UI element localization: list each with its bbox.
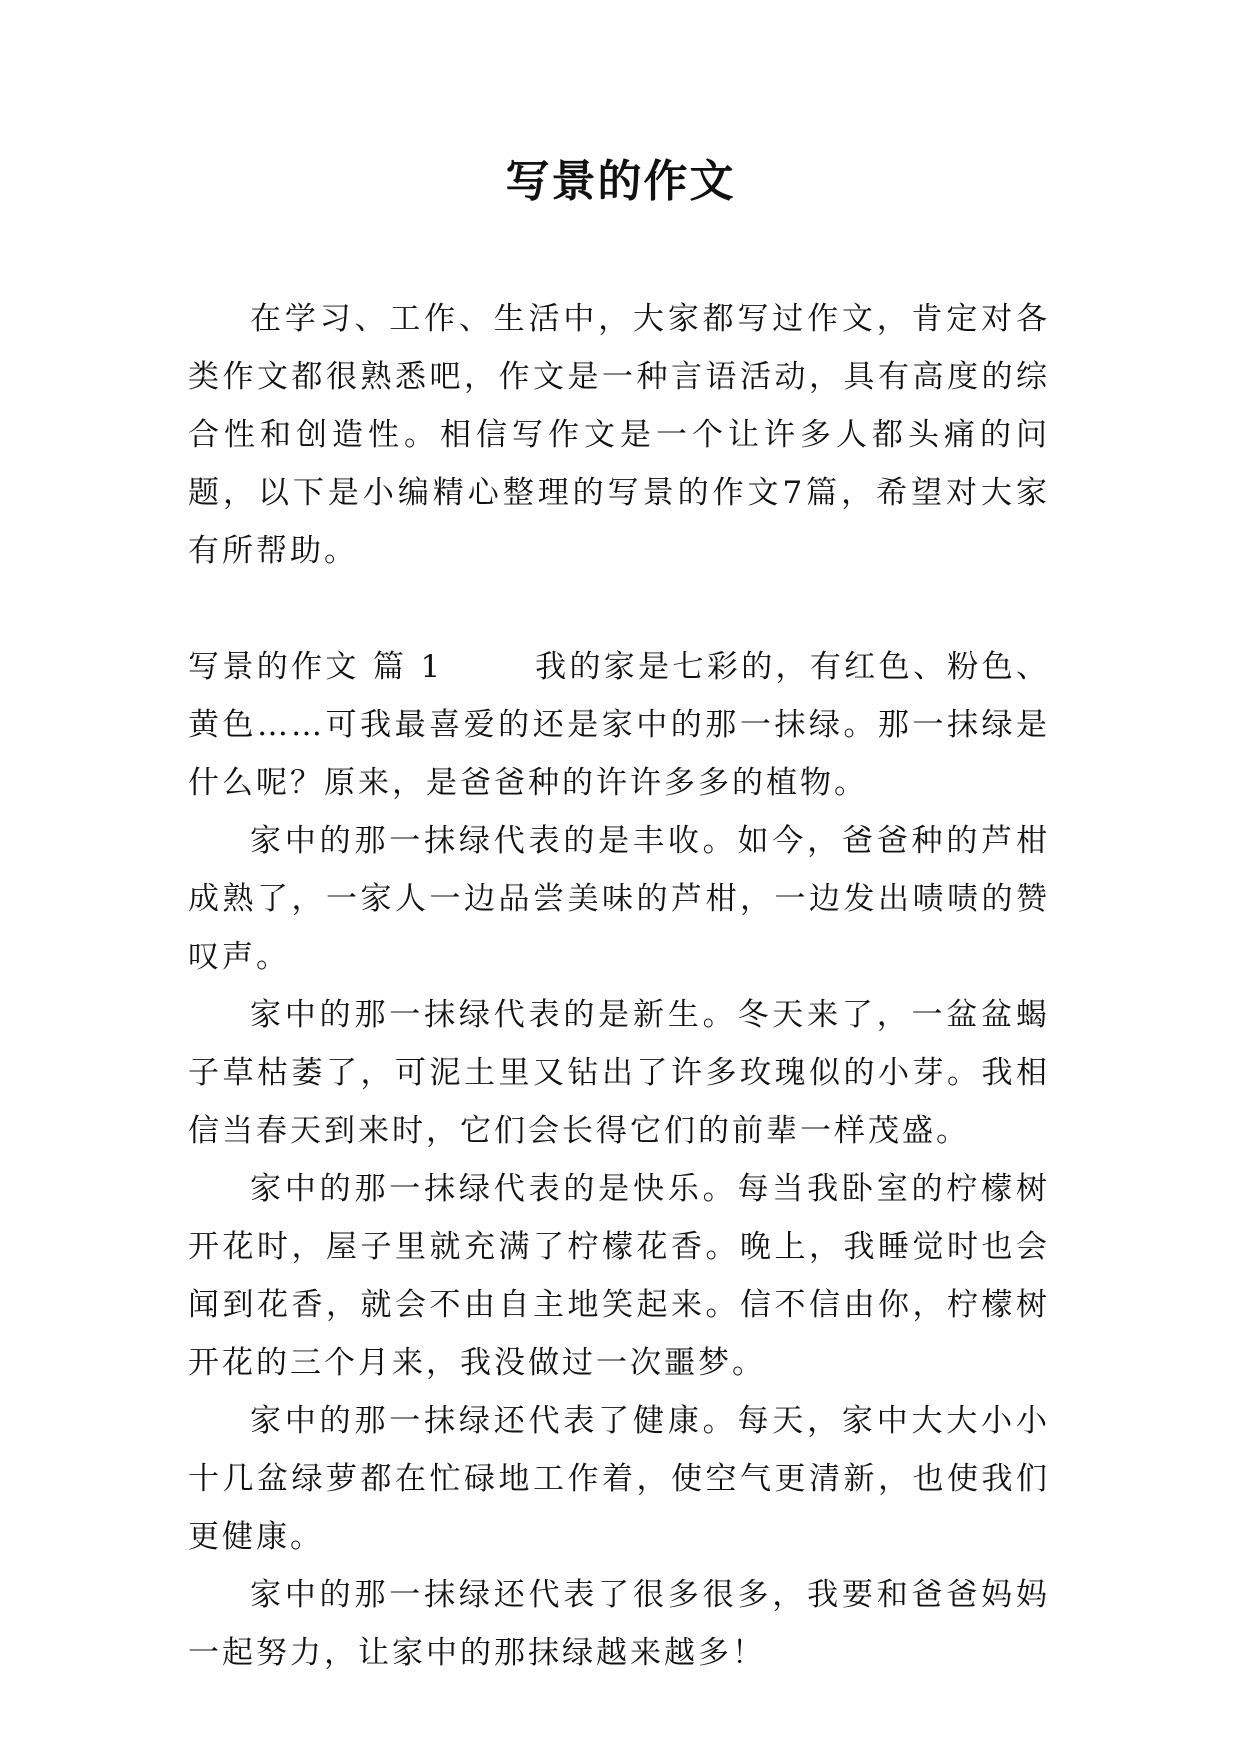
essay-paragraph: 我的家是七彩的，有红色、粉色、黄色……可我最喜爱的还是家中的那一抹绿。那一抹绿是什么呢？原来，是爸爸种的许许多多的植物。 — [188, 649, 1051, 801]
intro-paragraph: 在学习、工作、生活中，大家都写过作文，肯定对各类作文都很熟悉吧，作文是一种言语活动，具有高度的综合性和创造性。相信写作文是一个让许多人都头痛的问题，以下是小编精心整理的写景的作文7篇，希望对大家有所帮助。 — [188, 301, 1050, 569]
document-body — [188, 290, 1050, 1682]
essay-paragraph: 家中的那一抹绿代表的是丰收。如今，爸爸种的芦柑成熟了，一家人一边品尝美味的芦柑，一边发出啧啧的赞叹声。 — [188, 823, 1050, 975]
essay-paragraph: 家中的那一抹绿还代表了很多很多，我要和爸爸妈妈一起努力，让家中的那抹绿越来越多！ — [188, 1577, 1050, 1671]
essay-heading: 写景的作文 篇 1 — [188, 649, 444, 685]
document-title: 写景的作文 — [505, 156, 736, 207]
essay-paragraph: 家中的那一抹绿还代表了健康。每天，家中大大小小十几盆绿萝都在忙碌地工作着，使空气更清新，也使我们更健康。 — [188, 1403, 1050, 1555]
essay-paragraph: 家中的那一抹绿代表的是快乐。每当我卧室的柠檬树开花时，屋子里就充满了柠檬花香。晚上，我睡觉时也会闻到花香，就会不由自主地笑起来。信不信由你，柠檬树开花的三个月来，我没做过一次噩梦。 — [188, 1171, 1050, 1381]
essay-first-paragraph — [188, 638, 1050, 812]
essay-paragraph: 家中的那一抹绿代表的是新生。冬天来了，一盆盆蝎子草枯萎了，可泥土里又钻出了许多玫瑰似的小芽。我相信当春天到来时，它们会长得它们的前辈一样茂盛。 — [188, 997, 1050, 1149]
